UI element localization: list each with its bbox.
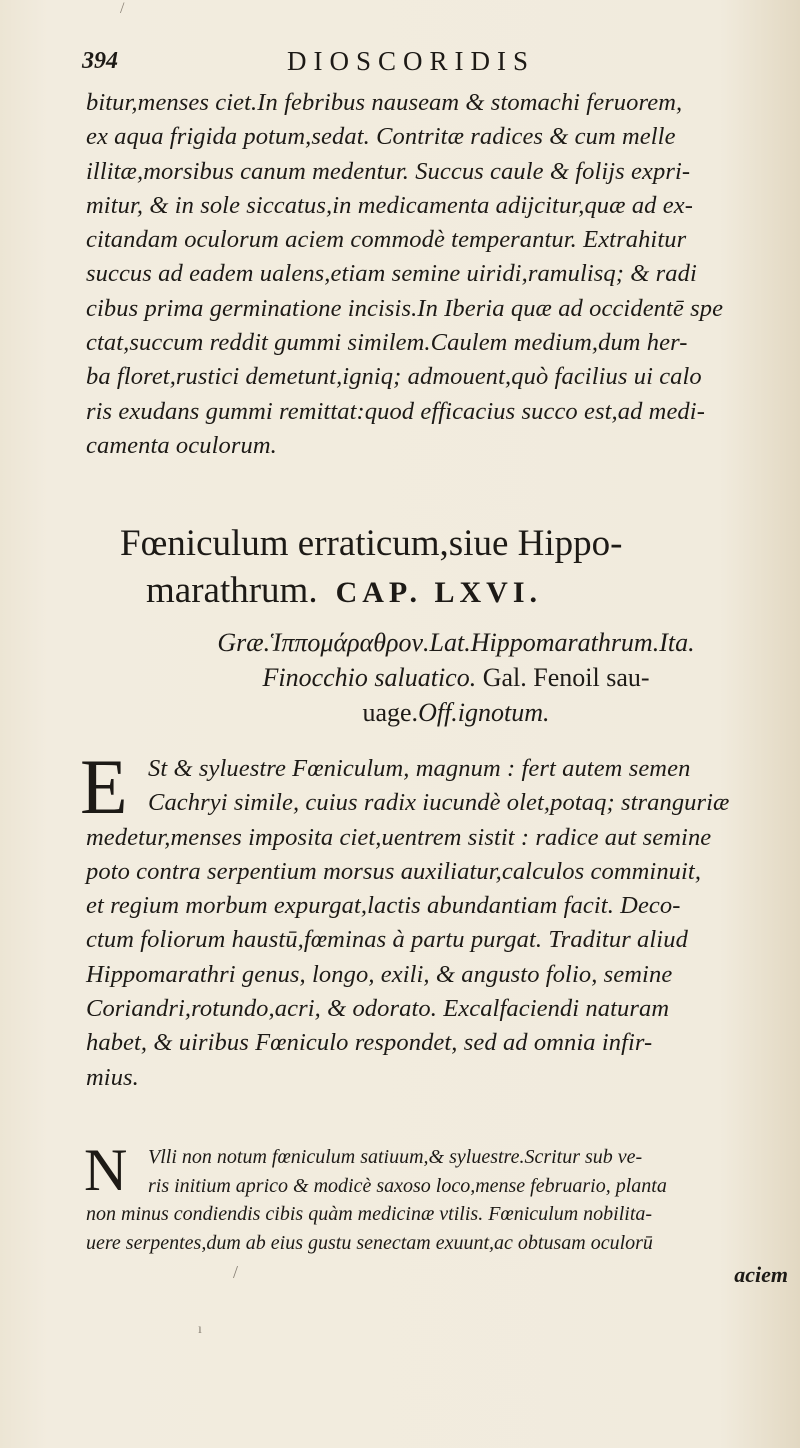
commentary-line: Vlli non notum fœniculum satiuum,& syluestre.Scritur sub ve- xyxy=(148,1146,643,1168)
ink-speck: / xyxy=(120,0,125,17)
text-line: succus ad eadem ualens,etiam semine uiridi,ramulisq; & radi xyxy=(86,260,697,288)
synonym-latin-italian: Lat.Hippomarathrum.Ita. xyxy=(429,628,695,657)
commentary-line: non minus condiendis cibis quàm medicinæ vtilis. Fœniculum nobilita- xyxy=(86,1203,653,1225)
text-line: ba floret,rustici demetunt,igniq; admouent,quò facilius ui calo xyxy=(86,363,702,391)
text-line: Hippomarathri genus, longo, exili, & angusto folio, semine xyxy=(86,960,673,988)
chapter-title-line2: marathrum. xyxy=(146,570,318,611)
synonym-greek-label: Græ. xyxy=(217,628,271,657)
synonym-gallic: Gal. Fenoil sau- xyxy=(482,663,650,692)
text-line: poto contra serpentium morsus auxiliatur,calculos comminuit, xyxy=(86,857,702,885)
synonym-gallic-cont: uage. xyxy=(362,698,419,727)
page-number: 394 xyxy=(82,48,118,74)
text-line: et regium morbum expurgat,lactis abundantiam facit. Deco- xyxy=(86,892,681,920)
chapter-number: CAP. LXVI. xyxy=(335,576,542,609)
text-line: bitur,menses ciet.In febribus nauseam & stomachi feruorem, xyxy=(86,89,683,116)
synonym-italian-name: Finocchio saluatico. xyxy=(262,663,477,692)
continued-paragraph xyxy=(86,86,796,463)
text-line: medetur,menses imposita ciet,uentrem sistit : radice aut semine xyxy=(86,823,712,851)
text-line: St & syluestre Fœniculum, magnum : fert autem semen xyxy=(148,755,691,782)
chapter-title-line1: Fœniculum erraticum,siue Hippo- xyxy=(120,523,623,564)
drop-cap-e: E xyxy=(80,743,128,830)
chapter-paragraph xyxy=(86,752,796,1095)
page-header xyxy=(82,40,760,80)
text-line: citandam oculorum aciem commodè temperantur. Extrahitur xyxy=(86,226,687,254)
text-line: camenta oculorum. xyxy=(86,431,277,459)
text-line: ex aqua frigida potum,sedat. Contritæ radices & cum melle xyxy=(86,123,676,151)
text-line: ctat,succum reddit gummi similem.Caulem medium,dum her- xyxy=(86,329,688,357)
commentary-line: uere serpentes,dum ab eius gustu senectam exuunt,ac obtusam oculorū xyxy=(86,1231,653,1254)
ink-speck: ı xyxy=(198,1322,202,1337)
drop-cap-n: N xyxy=(84,1137,128,1203)
chapter-title xyxy=(120,520,780,616)
text-line: Coriandri,rotundo,acri, & odorato. Excalfaciendi naturam xyxy=(86,995,670,1023)
text-line: habet, & uiribus Fœniculo respondet, sed ad omnia infir- xyxy=(86,1029,653,1057)
commentary-line: ris initium aprico & modicè saxoso loco,mense februario, planta xyxy=(148,1174,667,1197)
synonym-greek-name: Ἱππομάραθρον. xyxy=(270,628,430,657)
text-line: ctum foliorum haustū,fœminas à partu purgat. Traditur aliud xyxy=(86,926,688,954)
ink-speck: / xyxy=(233,1262,239,1282)
commentary-paragraph xyxy=(84,1137,796,1257)
synonyms xyxy=(126,625,786,730)
synonym-officinal: Off.ignotum. xyxy=(418,698,550,727)
text-line: illitæ,morsibus canum medentur. Succus caule & folijs expri- xyxy=(86,157,691,185)
text-line: mitur, & in sole siccatus,in medicamenta adijcitur,quæ ad ex- xyxy=(86,191,693,219)
text-line: ris exudans gummi remittat:quod efficacius succo est,ad medi- xyxy=(86,397,705,425)
text-line: cibus prima germinatione incisis.In Iberia quæ ad occidentē spe xyxy=(86,294,724,322)
text-line: mius. xyxy=(86,1063,139,1091)
running-head: DIOSCORIDIS xyxy=(287,46,536,76)
text-line: Cachryi simile, cuius radix iucundè olet,potaq; stranguriæ xyxy=(148,789,730,817)
catchword: aciem xyxy=(734,1262,788,1287)
